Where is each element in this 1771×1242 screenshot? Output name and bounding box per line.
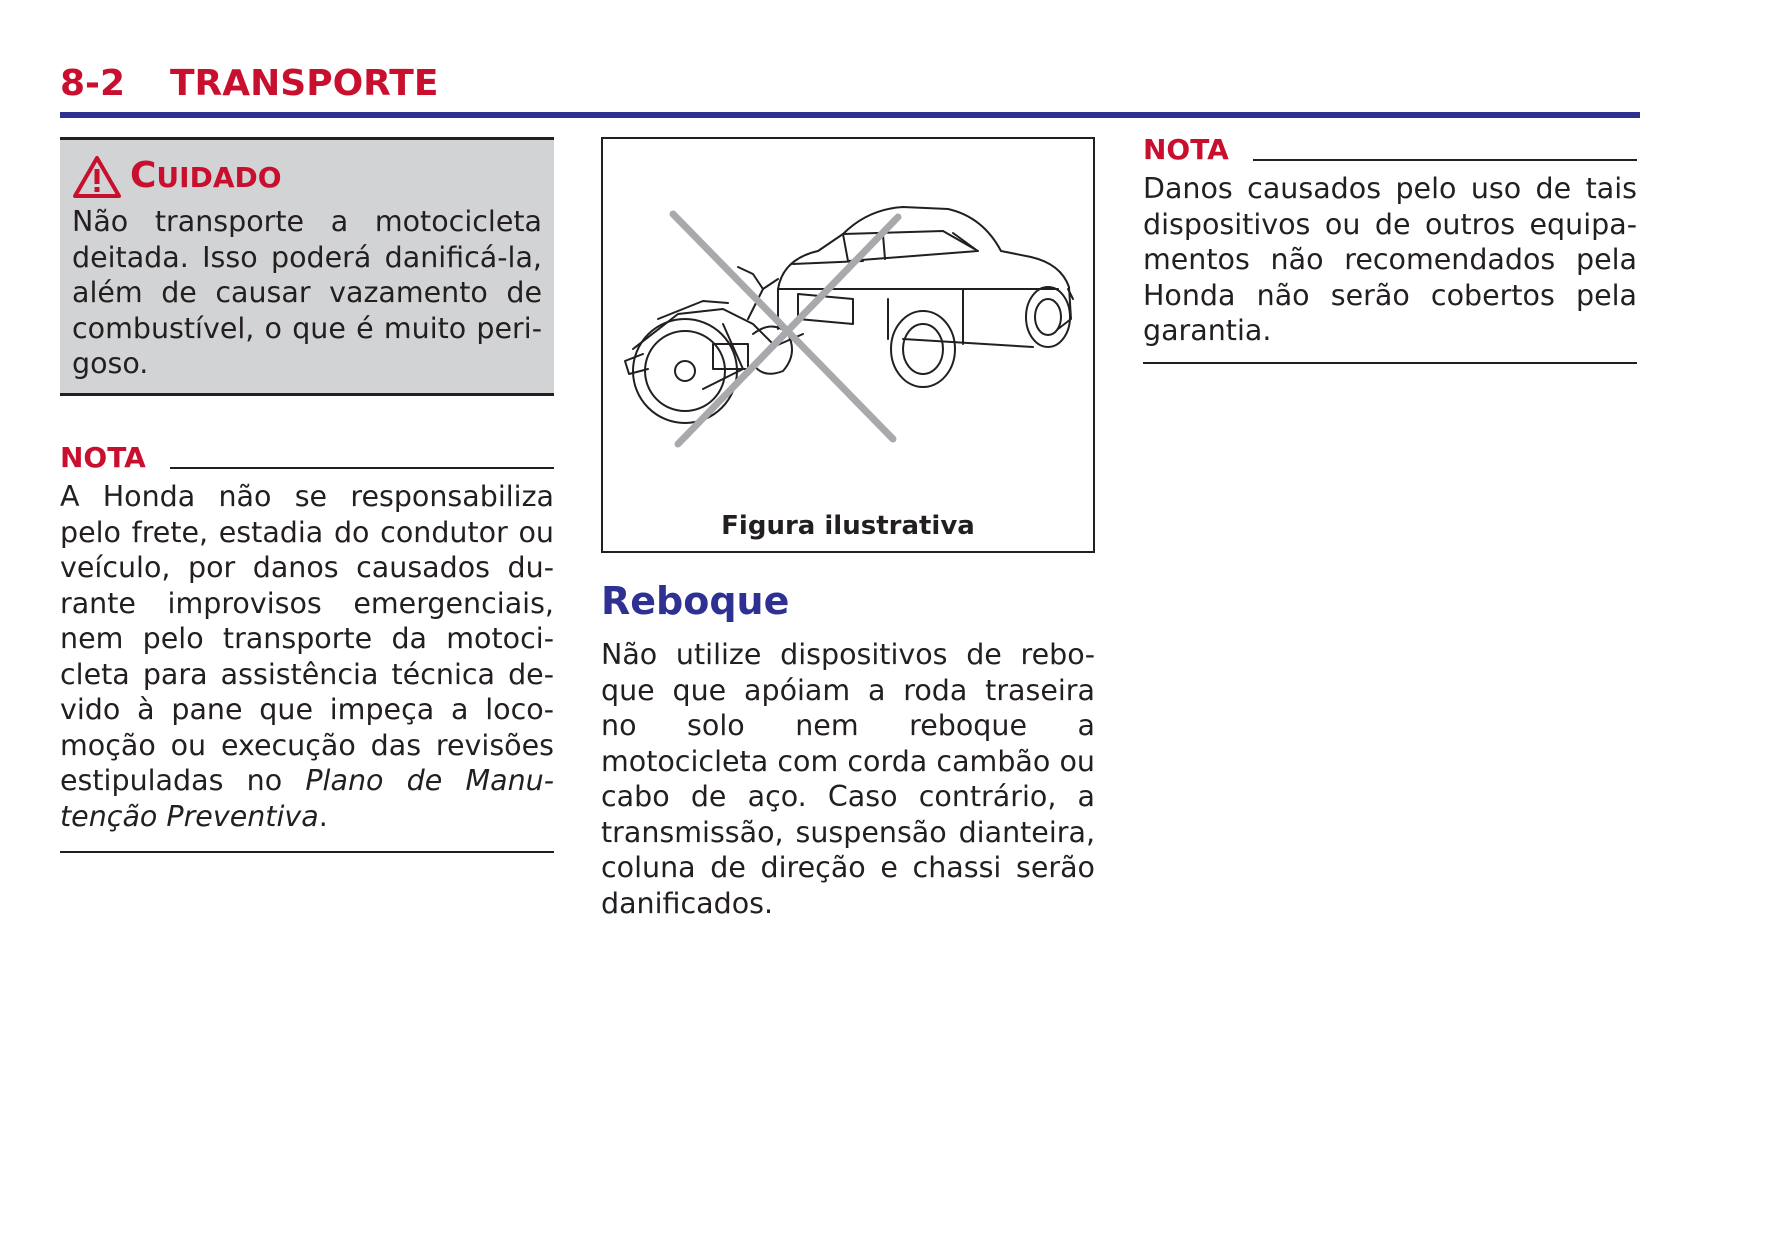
figure-frame (601, 137, 1095, 553)
reboque-text: Não utilize dispositivos de reboque que apóiam a roda traseira no solo nem reboque a motocicleta com corda cambão ou cabo de aço. Caso contrário, a transmissão, suspensão dianteira, coluna de direção e chassi serão danificados. (601, 638, 1095, 920)
header-divider (60, 112, 1640, 118)
page-header (60, 62, 1640, 106)
note1-heading-rule (170, 467, 554, 469)
caution-heading (72, 152, 282, 202)
note2-label: NOTA (1143, 133, 1229, 166)
figure-caption: Figura ilustrativa (721, 511, 975, 541)
note1-end-rule (60, 851, 554, 853)
note2-heading-rule (1253, 159, 1637, 161)
caution-title: CUIDADO (130, 155, 282, 196)
warning-triangle-icon (72, 155, 122, 199)
note1-text: A Honda não se responsabiliza pelo frete, estadia do condutor ou veículo, por danos causados durante improvisos emergenciais, nem pelo transporte da motocicleta para assistência técnica devido à pane que impeça a locomoção ou execução das revisões estipuladas no Plano de Manutenção Preventiva. (60, 480, 554, 833)
page-title: TRANSPORTE (170, 63, 439, 104)
note1-label: NOTA (60, 441, 146, 474)
caution-box (60, 137, 554, 396)
note1-heading (60, 440, 554, 476)
caution-text: Não transporte a motocicleta deitada. Isso poderá danificá-la, além de causar vazamento de combustível, o que é muito perigoso. (72, 205, 542, 380)
note2-heading (1143, 132, 1637, 168)
page-number: 8-2 (60, 63, 126, 104)
note2-text: Danos causados pelo uso de tais dispositivos ou de outros equipamentos não recomendados pela Honda não serão cobertos pela garantia. (1143, 172, 1637, 347)
section-title-reboque: Reboque (601, 579, 790, 623)
note2-end-rule (1143, 362, 1637, 364)
motorcycle-towed-by-car-illustration (603, 139, 1093, 499)
